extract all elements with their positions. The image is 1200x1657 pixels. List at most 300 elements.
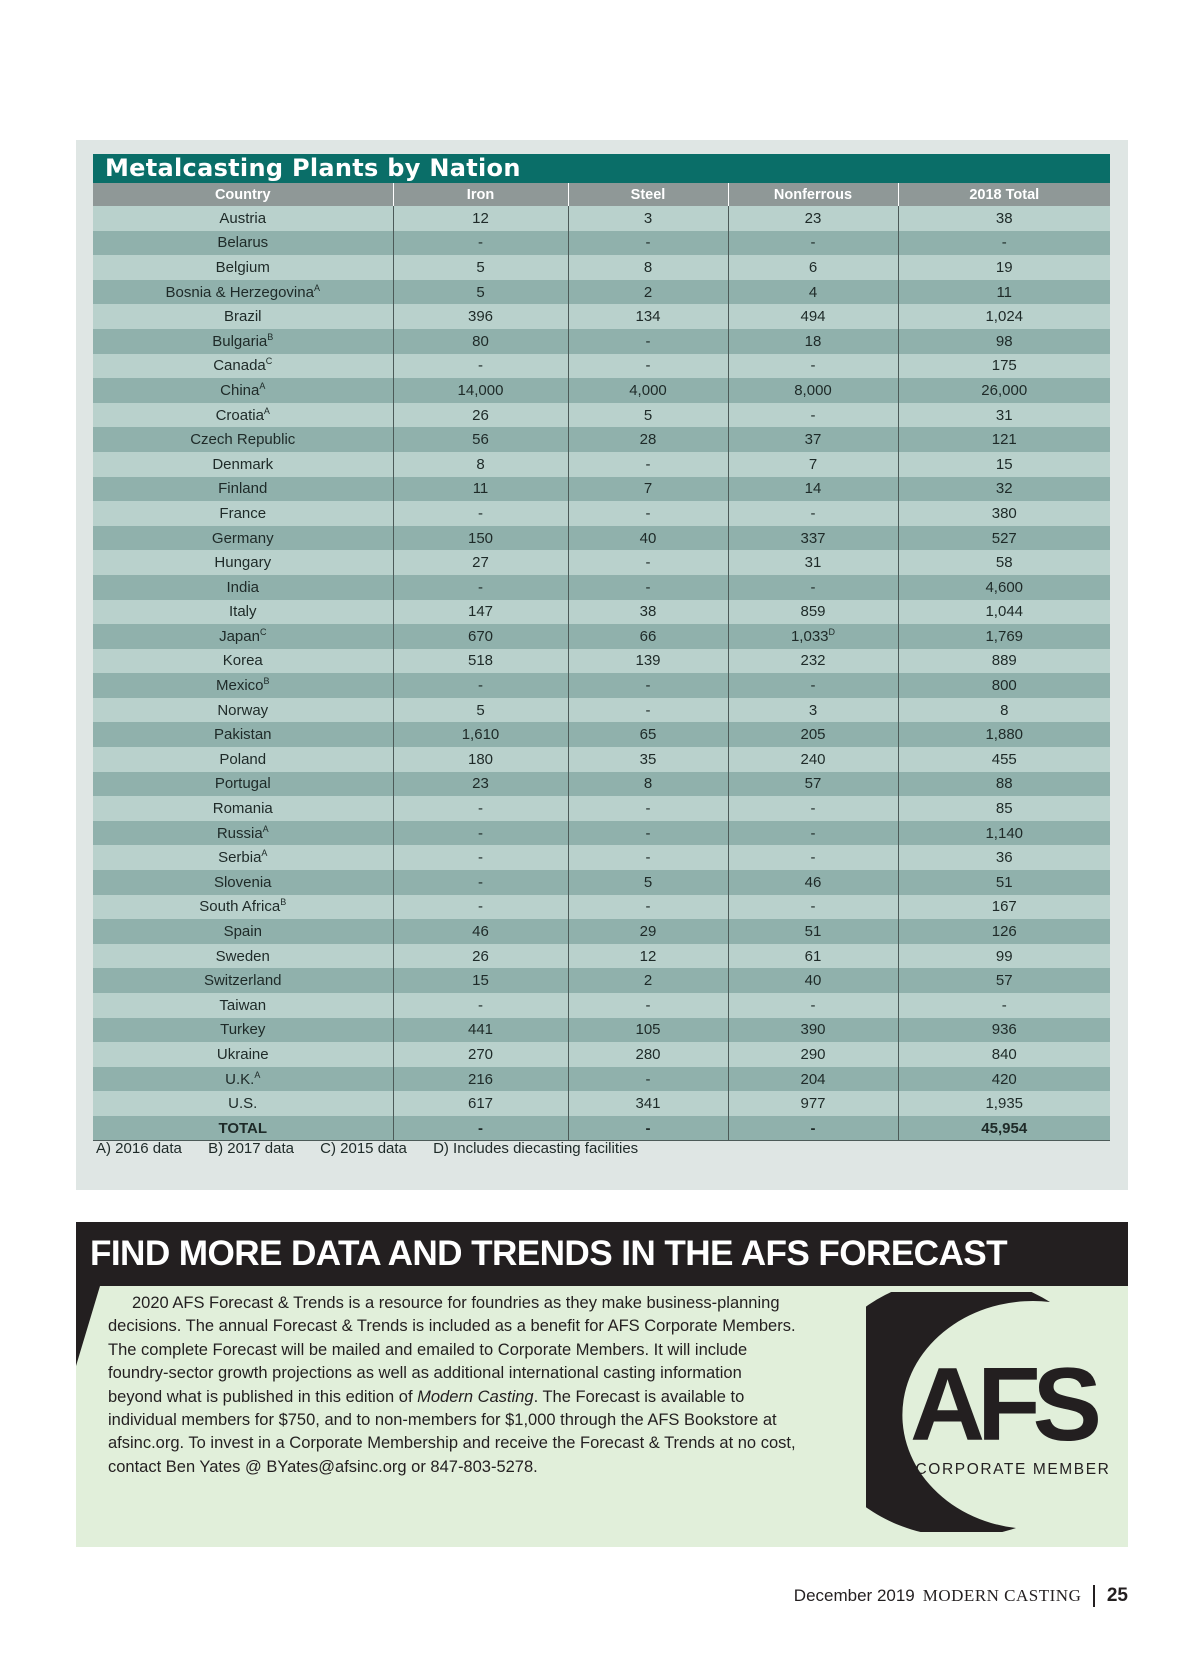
nonferrous-cell	[728, 624, 898, 649]
iron-value: 46	[472, 923, 489, 941]
total-value: -	[1001, 996, 1007, 1014]
total-value: 167	[991, 898, 1017, 916]
table-row	[93, 575, 1110, 600]
iron-value: 11	[472, 480, 489, 498]
steel-value: -	[645, 554, 651, 572]
steel-cell	[568, 870, 728, 895]
total-value: 936	[991, 1021, 1017, 1039]
nonferrous-value: 390	[800, 1021, 826, 1039]
iron-value: 27	[472, 554, 489, 572]
iron-cell	[393, 747, 568, 772]
total-cell	[898, 304, 1110, 329]
iron-cell	[393, 477, 568, 502]
country-name: Spain	[223, 923, 262, 941]
country-cell	[93, 1067, 393, 1092]
country-name: India	[226, 578, 260, 596]
iron-value: -	[478, 996, 483, 1014]
country-cell	[93, 304, 393, 329]
steel-value: 139	[635, 652, 661, 670]
country-footnote-marker: B	[267, 331, 274, 342]
country-name: Bulgaria	[212, 332, 268, 350]
iron-value: 617	[467, 1095, 494, 1113]
iron-cell	[393, 993, 568, 1018]
iron-cell	[393, 821, 568, 846]
nonferrous-value: -	[810, 898, 816, 916]
nonferrous-value: 494	[800, 308, 826, 326]
footnote-d: D) Includes diecasting facilities	[433, 1140, 639, 1157]
country-name: Portugal	[214, 775, 271, 793]
total-value: 32	[995, 480, 1013, 498]
nonferrous-cell	[728, 477, 898, 502]
steel-cell	[568, 526, 728, 551]
nonferrous-value: 240	[800, 750, 826, 768]
steel-value: 2	[643, 283, 653, 301]
total-value: 1,935	[985, 1095, 1024, 1113]
iron-value: 14,000	[457, 381, 504, 399]
iron-cell	[393, 968, 568, 993]
steel-cell	[568, 501, 728, 526]
country-name: Mexico	[215, 677, 264, 695]
iron-cell	[393, 550, 568, 575]
total-nonferrous: -	[728, 1116, 898, 1141]
country-cell	[93, 255, 393, 280]
iron-cell	[393, 944, 568, 969]
iron-cell	[393, 796, 568, 821]
country-name: Czech Republic	[190, 431, 296, 449]
total-value: 527	[991, 529, 1017, 547]
steel-cell	[568, 329, 728, 354]
total-cell	[898, 280, 1110, 305]
nonferrous-cell	[728, 378, 898, 403]
total-value: 31	[995, 406, 1013, 424]
country-footnote-marker: A	[254, 1069, 261, 1080]
steel-value: 280	[635, 1045, 661, 1063]
nonferrous-value: 232	[800, 652, 826, 670]
country-name: Japan	[219, 627, 260, 645]
country-name: Croatia	[215, 406, 264, 424]
table-row	[93, 673, 1110, 698]
country-cell	[93, 747, 393, 772]
country-cell	[93, 501, 393, 526]
total-cell	[898, 600, 1110, 625]
iron-value: -	[478, 873, 483, 891]
table-row	[93, 329, 1110, 354]
table-row	[93, 255, 1110, 280]
country-name: Austria	[219, 209, 267, 227]
country-name: Denmark	[212, 455, 274, 473]
total-cell	[898, 206, 1110, 231]
table-row	[93, 796, 1110, 821]
country-name: Slovenia	[213, 873, 272, 891]
total-value: 8	[1000, 701, 1009, 719]
table-row	[93, 600, 1110, 625]
table-row	[93, 1091, 1110, 1116]
table-row	[93, 526, 1110, 551]
total-cell	[898, 845, 1110, 870]
nonferrous-value: 40	[804, 972, 822, 990]
nonferrous-cell	[728, 354, 898, 379]
table-row	[93, 624, 1110, 649]
total-cell	[898, 477, 1110, 502]
iron-value: 8	[476, 455, 485, 473]
iron-value: 518	[467, 652, 494, 670]
nonferrous-cell	[728, 1018, 898, 1043]
nonferrous-value: -	[810, 578, 816, 596]
table-row	[93, 1067, 1110, 1092]
steel-value: 3	[643, 209, 653, 227]
nonferrous-cell	[728, 845, 898, 870]
nonferrous-cell	[728, 550, 898, 575]
steel-cell	[568, 968, 728, 993]
nonferrous-cell	[728, 968, 898, 993]
steel-cell	[568, 477, 728, 502]
iron-cell	[393, 206, 568, 231]
steel-cell	[568, 550, 728, 575]
total-cell	[898, 231, 1110, 256]
steel-value: 5	[643, 406, 653, 424]
table-footnotes	[96, 1140, 660, 1157]
total-value: 36	[995, 849, 1013, 867]
afs-forecast-promo	[76, 1222, 1128, 1547]
table-row	[93, 870, 1110, 895]
country-name: Canada	[213, 357, 266, 375]
nonferrous-value: 46	[804, 873, 822, 891]
nonferrous-value: 977	[800, 1095, 826, 1113]
iron-value: -	[478, 824, 483, 842]
total-cell	[898, 1042, 1110, 1067]
steel-value: 8	[643, 258, 653, 276]
iron-value: 180	[467, 750, 494, 768]
steel-value: -	[645, 578, 651, 596]
table-title: Metalcasting Plants by Nation	[93, 154, 1110, 183]
country-name: France	[219, 504, 267, 522]
nonferrous-footnote-marker: D	[828, 626, 836, 637]
total-value: 1,880	[985, 726, 1024, 744]
total-cell	[898, 968, 1110, 993]
table-row	[93, 231, 1110, 256]
nonferrous-value: 8,000	[794, 381, 832, 399]
iron-value: 26	[472, 947, 489, 965]
total-value: -	[1001, 234, 1007, 252]
steel-value: -	[645, 701, 651, 719]
total-steel: -	[568, 1116, 728, 1141]
country-cell	[93, 206, 393, 231]
afs-logo-text: AFS	[910, 1347, 1094, 1463]
total-cell	[898, 1067, 1110, 1092]
nonferrous-value: -	[810, 504, 816, 522]
iron-cell	[393, 354, 568, 379]
iron-value: 5	[476, 258, 485, 276]
country-cell	[93, 772, 393, 797]
table-row	[93, 501, 1110, 526]
country-footnote-marker: C	[259, 626, 267, 637]
steel-cell	[568, 673, 728, 698]
iron-value: 441	[467, 1021, 494, 1039]
steel-value: 5	[643, 873, 653, 891]
country-name: Germany	[211, 529, 274, 547]
total-cell	[898, 624, 1110, 649]
nonferrous-cell	[728, 206, 898, 231]
country-name: Sweden	[215, 947, 270, 965]
country-cell	[93, 575, 393, 600]
total-value: 126	[991, 923, 1017, 941]
iron-value: 270	[467, 1045, 494, 1063]
total-cell	[898, 1018, 1110, 1043]
total-cell	[898, 550, 1110, 575]
total-cell	[898, 403, 1110, 428]
nonferrous-cell	[728, 796, 898, 821]
steel-cell	[568, 944, 728, 969]
steel-value: -	[645, 677, 651, 695]
steel-cell	[568, 747, 728, 772]
country-cell	[93, 1042, 393, 1067]
steel-cell	[568, 575, 728, 600]
nonferrous-value: -	[810, 996, 816, 1014]
iron-value: -	[478, 849, 483, 867]
iron-cell	[393, 772, 568, 797]
total-cell	[898, 378, 1110, 403]
iron-value: 5	[476, 701, 485, 719]
iron-value: -	[478, 504, 483, 522]
table-row	[93, 427, 1110, 452]
total-cell	[898, 427, 1110, 452]
total-cell	[898, 944, 1110, 969]
iron-cell	[393, 919, 568, 944]
afs-logo-subtext: CORPORATE MEMBER	[915, 1461, 1111, 1478]
total-cell	[898, 870, 1110, 895]
steel-cell	[568, 354, 728, 379]
country-cell	[93, 944, 393, 969]
country-name: Serbia	[218, 849, 262, 867]
total-cell	[898, 673, 1110, 698]
country-cell	[93, 698, 393, 723]
table-row	[93, 698, 1110, 723]
steel-value: -	[645, 849, 651, 867]
steel-value: 12	[639, 947, 657, 965]
iron-value: 12	[472, 209, 489, 227]
total-value: 420	[991, 1070, 1017, 1088]
country-name: Turkey	[220, 1021, 266, 1039]
table-row	[93, 649, 1110, 674]
country-name: Romania	[212, 800, 273, 818]
total-label: TOTAL	[93, 1116, 393, 1141]
total-cell	[898, 501, 1110, 526]
nonferrous-value: -	[810, 357, 816, 375]
country-name: Poland	[219, 750, 267, 768]
total-value: 38	[995, 209, 1013, 227]
table-row	[93, 206, 1110, 231]
country-cell	[93, 722, 393, 747]
steel-value: -	[645, 996, 651, 1014]
total-cell	[898, 575, 1110, 600]
nonferrous-value: 37	[804, 431, 822, 449]
country-name: Norway	[217, 701, 269, 719]
iron-cell	[393, 600, 568, 625]
country-name: Pakistan	[213, 726, 272, 744]
iron-cell	[393, 575, 568, 600]
table-row	[93, 1018, 1110, 1043]
nonferrous-cell	[728, 698, 898, 723]
total-cell	[898, 772, 1110, 797]
country-name: China	[220, 381, 260, 399]
nonferrous-cell	[728, 673, 898, 698]
total-cell	[898, 354, 1110, 379]
nonferrous-cell	[728, 747, 898, 772]
nonferrous-cell	[728, 329, 898, 354]
iron-cell	[393, 624, 568, 649]
iron-cell	[393, 722, 568, 747]
iron-cell	[393, 673, 568, 698]
nonferrous-value: -	[810, 677, 816, 695]
footer-date: December 2019	[793, 1586, 915, 1605]
country-cell	[93, 550, 393, 575]
steel-cell	[568, 722, 728, 747]
country-cell	[93, 354, 393, 379]
nonferrous-cell	[728, 895, 898, 920]
country-cell	[93, 870, 393, 895]
nonferrous-value: 31	[804, 554, 822, 572]
iron-value: 23	[472, 775, 489, 793]
steel-cell	[568, 255, 728, 280]
country-cell	[93, 649, 393, 674]
nonferrous-value: 18	[804, 332, 822, 350]
nonferrous-value: 61	[804, 947, 822, 965]
total-total: 45,954	[898, 1116, 1110, 1141]
steel-cell	[568, 649, 728, 674]
total-cell	[898, 329, 1110, 354]
iron-cell	[393, 452, 568, 477]
nonferrous-cell	[728, 993, 898, 1018]
total-cell	[898, 649, 1110, 674]
footnote-b: B) 2017 data	[208, 1140, 294, 1157]
total-cell	[898, 722, 1110, 747]
iron-cell	[393, 304, 568, 329]
steel-cell	[568, 772, 728, 797]
total-value: 11	[996, 283, 1013, 301]
steel-value: 7	[643, 480, 653, 498]
iron-value: -	[478, 357, 483, 375]
country-cell	[93, 1018, 393, 1043]
table-total-row	[93, 1116, 1110, 1141]
promo-heading-notch	[76, 1286, 100, 1366]
col-header-iron: Iron	[393, 183, 568, 206]
nonferrous-cell	[728, 231, 898, 256]
steel-cell	[568, 845, 728, 870]
steel-cell	[568, 895, 728, 920]
footer-divider	[1093, 1585, 1095, 1607]
nonferrous-cell	[728, 427, 898, 452]
steel-cell	[568, 919, 728, 944]
steel-cell	[568, 1018, 728, 1043]
steel-value: -	[645, 455, 651, 473]
country-footnote-marker: B	[280, 897, 287, 908]
iron-value: 150	[467, 529, 494, 547]
total-value: 889	[991, 652, 1017, 670]
nonferrous-value: -	[810, 406, 816, 424]
table-row	[93, 944, 1110, 969]
promo-body	[108, 1292, 798, 1479]
iron-cell	[393, 427, 568, 452]
total-value: 175	[991, 357, 1017, 375]
iron-cell	[393, 231, 568, 256]
total-value: 1,140	[985, 824, 1024, 842]
steel-value: 65	[639, 726, 657, 744]
steel-cell	[568, 1067, 728, 1092]
nonferrous-cell	[728, 575, 898, 600]
country-footnote-marker: A	[313, 282, 320, 293]
iron-value: -	[478, 898, 483, 916]
steel-value: 35	[639, 750, 657, 768]
steel-value: -	[645, 357, 651, 375]
total-value: 88	[995, 775, 1013, 793]
iron-cell	[393, 1042, 568, 1067]
country-footnote-marker: A	[259, 380, 266, 391]
total-cell	[898, 698, 1110, 723]
steel-cell	[568, 624, 728, 649]
steel-value: -	[645, 898, 651, 916]
table-row	[93, 968, 1110, 993]
nonferrous-value: 6	[808, 258, 818, 276]
iron-value: -	[478, 234, 483, 252]
nonferrous-value: 1,033	[790, 627, 829, 645]
country-cell	[93, 403, 393, 428]
steel-value: 28	[639, 431, 657, 449]
iron-cell	[393, 1067, 568, 1092]
table-header-row	[93, 183, 1110, 206]
table-body	[93, 206, 1110, 1141]
country-cell	[93, 329, 393, 354]
nonferrous-value: 205	[800, 726, 826, 744]
steel-value: 40	[639, 529, 657, 547]
country-footnote-marker: A	[262, 823, 269, 834]
nonferrous-value: -	[810, 849, 816, 867]
total-iron: -	[393, 1116, 568, 1141]
country-cell	[93, 600, 393, 625]
steel-cell	[568, 698, 728, 723]
steel-cell	[568, 993, 728, 1018]
table-row	[93, 378, 1110, 403]
country-cell	[93, 280, 393, 305]
steel-cell	[568, 796, 728, 821]
total-value: 840	[991, 1045, 1017, 1063]
total-value: 51	[995, 873, 1013, 891]
page-footer	[794, 1584, 1128, 1608]
iron-value: 216	[467, 1070, 494, 1088]
total-cell	[898, 526, 1110, 551]
steel-value: 105	[635, 1021, 661, 1039]
table-row	[93, 845, 1110, 870]
nonferrous-cell	[728, 501, 898, 526]
nonferrous-cell	[728, 255, 898, 280]
nonferrous-value: -	[810, 234, 816, 252]
total-cell	[898, 993, 1110, 1018]
iron-value: 147	[467, 603, 494, 621]
iron-value: 396	[467, 308, 494, 326]
steel-value: 66	[639, 627, 657, 645]
nonferrous-cell	[728, 452, 898, 477]
nonferrous-value: 7	[808, 455, 818, 473]
nonferrous-cell	[728, 722, 898, 747]
total-value: 15	[995, 455, 1013, 473]
steel-value: -	[645, 504, 651, 522]
iron-cell	[393, 280, 568, 305]
nonferrous-cell	[728, 403, 898, 428]
nonferrous-value: 859	[800, 603, 826, 621]
steel-value: -	[645, 332, 651, 350]
table-row	[93, 747, 1110, 772]
iron-cell	[393, 870, 568, 895]
promo-body-end: . The Forecast is available to individual members for $750, and to non-members for $1,000 through the AFS Bookstore at afsinc.org. To invest in a Corporate Membership and receive the Forecast & Trends at no cost, contact Ben Yates @ BYates@afsinc.org or 847-803-5278.	[108, 1387, 796, 1476]
